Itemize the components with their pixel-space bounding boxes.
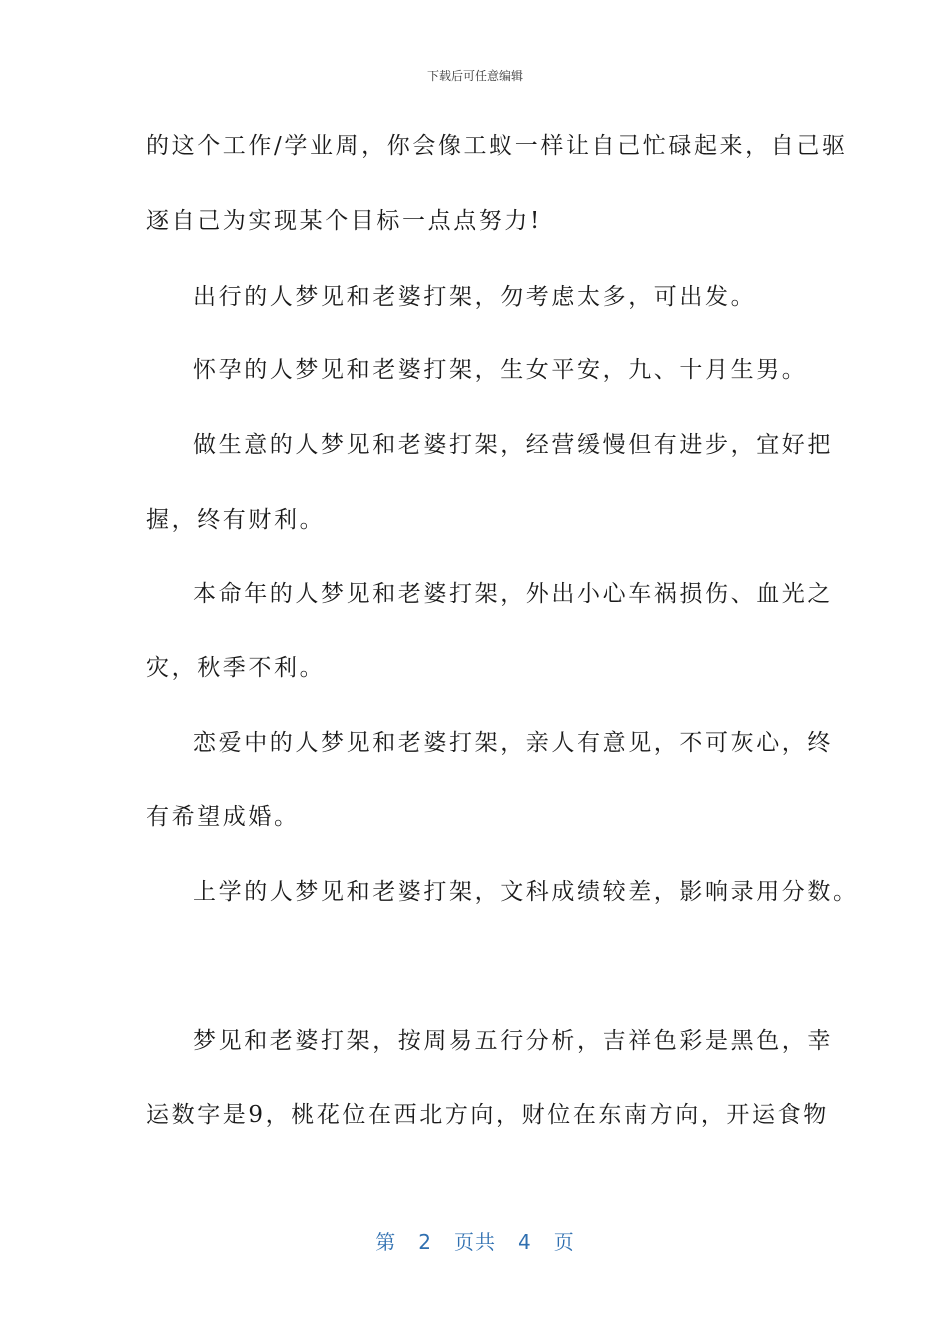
text-line: 梦见和老婆打架，按周易五行分析，吉祥色彩是黑色，幸: [193, 1028, 833, 1054]
text-line: 做生意的人梦见和老婆打架，经营缓慢但有进步，宜好把: [193, 432, 833, 458]
text-line: 有希望成婚。: [146, 804, 300, 830]
text-line: 运数字是9，桃花位在西北方向，财位在东南方向，开运食物: [146, 1102, 829, 1128]
header-note: 下载后可任意编辑: [426, 69, 523, 83]
footer-prefix: 第: [375, 1230, 397, 1254]
text-line: 握，终有财利。: [146, 507, 326, 533]
text-line: 出行的人梦见和老婆打架，勿考虑太多，可出发。: [193, 284, 757, 310]
text-line: 逐自己为实现某个目标一点点努力!: [146, 208, 542, 234]
footer-suffix: 页: [553, 1230, 575, 1254]
footer-middle: 页共: [454, 1230, 496, 1254]
text-line: 的这个工作/学业周，你会像工蚁一样让自己忙碌起来，自己驱: [146, 133, 848, 159]
text-line: 灾，秋季不利。: [146, 655, 326, 681]
page-footer: [0, 1226, 950, 1255]
text-line: 本命年的人梦见和老婆打架，外出小心车祸损伤、血光之: [193, 581, 833, 607]
footer-total-pages: 4: [518, 1230, 532, 1254]
footer-current-page: 2: [418, 1230, 432, 1254]
text-line: 怀孕的人梦见和老婆打架，生女平安，九、十月生男。: [193, 357, 808, 383]
text-line: 上学的人梦见和老婆打架，文科成绩较差，影响录用分数。: [193, 879, 859, 905]
text-line: 恋爱中的人梦见和老婆打架，亲人有意见，不可灰心，终: [193, 730, 833, 756]
